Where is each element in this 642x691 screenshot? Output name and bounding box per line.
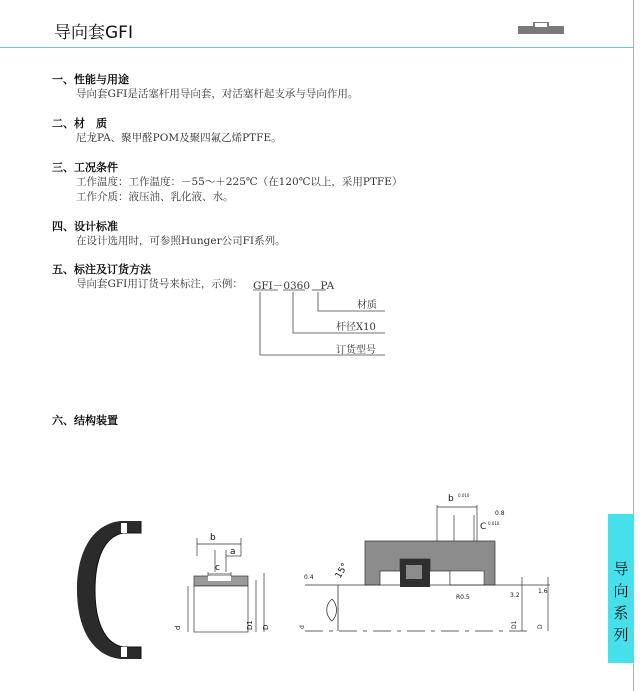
radius-label: R0.5 xyxy=(456,594,470,601)
chamfer-angle-label: 15° xyxy=(333,561,351,581)
side-tab-char: 向 xyxy=(613,582,629,600)
section-text: 导向套GFI是活塞杆用导向套，对活塞杆起支承与导向作用。 xyxy=(76,88,359,100)
section-heading: 三、工况条件 xyxy=(52,161,118,174)
section-conditions xyxy=(52,161,402,205)
section-text: 在设计选用时，可参照Hunger公司FI系列。 xyxy=(76,235,286,247)
section-heading: 一、性能与用途 xyxy=(52,73,129,86)
housing-d1-label: D1 xyxy=(511,620,518,629)
series-side-tab xyxy=(608,514,634,663)
surface-roughness-label: 0.8 xyxy=(495,510,505,517)
section-ordering xyxy=(52,263,243,292)
section-heading: 二、材 质 xyxy=(52,117,107,130)
order-code: GFI－0360 PA xyxy=(253,280,335,292)
bore-b-label: b xyxy=(448,494,454,504)
dim-a-label: a xyxy=(230,547,236,557)
page-title: 导向套GFI xyxy=(54,23,133,43)
section-standard xyxy=(52,220,286,249)
order-label-rod: 杆径X10 xyxy=(336,322,376,333)
ring-illustration xyxy=(75,515,147,665)
dim-d1-label: D1 xyxy=(246,620,254,630)
section-usage xyxy=(52,73,358,102)
order-label-material: 材质 xyxy=(357,300,377,311)
rod-diameter-label: d xyxy=(299,625,306,629)
section-material xyxy=(52,117,282,146)
section-heading: 五、标注及订货方法 xyxy=(52,263,151,276)
section-text: 工作介质：液压油、乳化液、水。 xyxy=(76,191,234,203)
side-tab-char: 导 xyxy=(613,560,629,578)
side-tab-char: 系 xyxy=(613,604,629,622)
section-structure xyxy=(52,414,118,428)
brand-mark-icon xyxy=(518,22,564,34)
chamfer-radius-label: 0.4 xyxy=(304,574,314,581)
side-tab-char: 列 xyxy=(613,626,629,644)
bore-c-tolerance: 0.010 xyxy=(488,521,500,526)
dim-dd-label: D xyxy=(262,624,270,630)
section-text: 尼龙PA、聚甲醛POM及聚四氟乙烯PTFE。 xyxy=(76,132,282,144)
bore-c-label: C xyxy=(480,522,487,532)
section-text: 工作温度：工作温度：－55～＋225℃（在120℃以上，采用PTFE） xyxy=(76,176,403,188)
section-text: 导向套GFI用订货号来标注，示例： xyxy=(76,278,243,290)
dim-c-label: c xyxy=(215,563,220,573)
bore-b-tolerance: 0.010 xyxy=(458,493,470,498)
dim-d-label: d xyxy=(174,625,182,630)
housing-d-label: D xyxy=(537,624,544,629)
roughness-b-label: 1.6 xyxy=(538,588,548,595)
order-label-type: 订货型号 xyxy=(336,345,376,356)
cross-section-diagram xyxy=(170,528,280,640)
dim-b-label: b xyxy=(210,533,216,543)
roughness-a-label: 3.2 xyxy=(510,592,520,599)
section-heading: 六、结构装置 xyxy=(52,414,118,427)
header-divider xyxy=(0,47,634,48)
section-heading: 四、设计标准 xyxy=(52,220,118,233)
installation-diagram xyxy=(290,487,565,637)
